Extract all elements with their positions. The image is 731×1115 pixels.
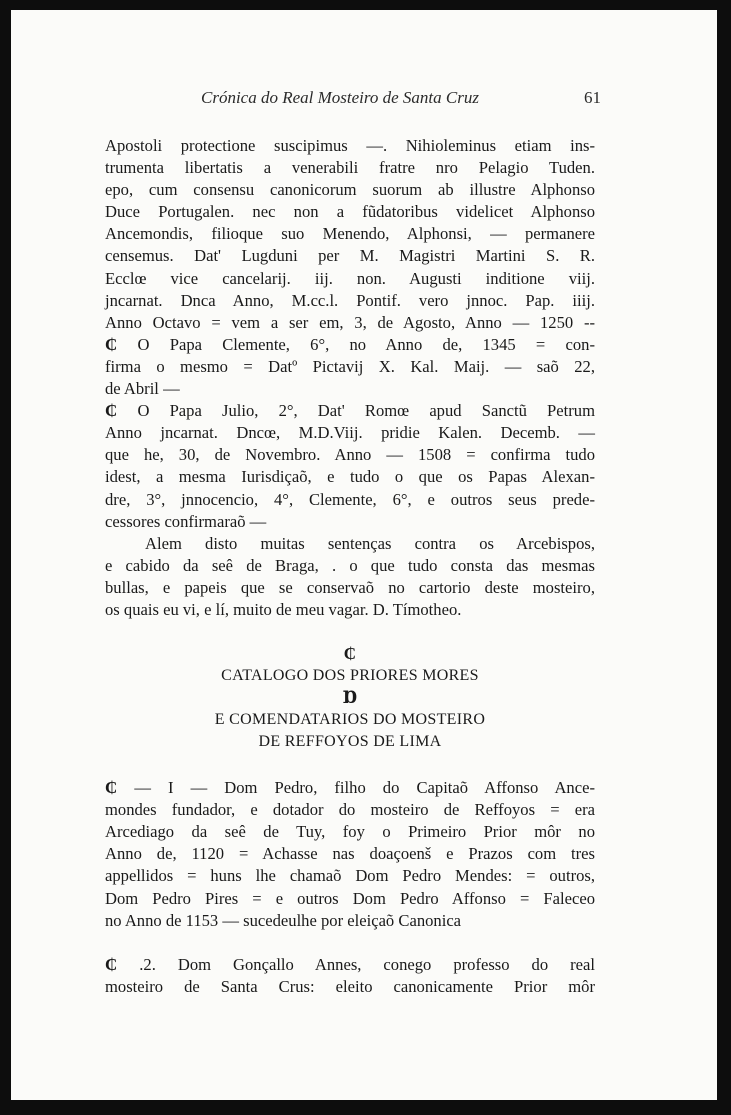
catalog-entry-2	[105, 954, 595, 998]
text-line: dre, 3°, jnnocencio, 4°, Clemente, 6°, e outros seus prede-	[105, 489, 595, 509]
running-header	[201, 88, 601, 108]
text-line: bullas, e papeis que se conservaõ no cartorio deste mosteiro,	[105, 577, 595, 597]
pilcrow-mark: ₵	[105, 401, 118, 421]
text-line: Anno Octavo = vem a ser em, 3, de Agosto, Anno — 1250 --	[105, 312, 595, 332]
text-line: e cabido da seê de Braga, . o que tudo consta das mesmas	[105, 555, 595, 575]
catalog-heading	[105, 643, 595, 753]
paragraph-3	[105, 400, 595, 533]
text-line: Anno jncarnat. Dncœ, M.D.Viij. pridie Kalen. Decemb. —	[105, 423, 595, 443]
text-line: epo, cum consensu canonicorum suorum ab illustre Alphonso	[105, 180, 595, 200]
text-line: de Abril —	[105, 379, 180, 399]
page-number: 61	[584, 88, 601, 107]
text-line: Alem disto muitas sentenças contra os Arcebispos,	[145, 533, 595, 553]
text-line: ₵ O Papa Clemente, 6°, no Anno de, 1345 = con-	[105, 334, 595, 354]
running-title: Crónica do Real Mosteiro de Santa Cruz	[201, 88, 479, 107]
text-line: os quais eu vi, e lí, muito de meu vagar. D. Tímotheo.	[105, 599, 462, 619]
pilcrow-mark: ₵	[343, 644, 357, 664]
text-line: jncarnat. Dnca Anno, M.cc.l. Pontif. vero jnnoc. Pap. iiij.	[105, 290, 595, 310]
text-body	[105, 135, 595, 998]
text-line: ₵ — I — Dom Pedro, filho do Capitaõ Affonso Ance-	[105, 778, 595, 798]
text-line: Ecclœ vice cancelarij. iij. non. Augusti inditione viij.	[105, 268, 595, 288]
text-line: mondes fundador, e dotador do mosteiro de Reffoyos = era	[105, 800, 595, 820]
pilcrow-mark: ₵	[105, 334, 118, 354]
heading-line: E COMENDATARIOS DO MOSTEIRO	[214, 711, 486, 729]
text-line: que he, 30, de Novembro. Anno — 1508 = confirma tudo	[105, 445, 595, 465]
text-line: Dom Pedro Pires = e outros Dom Pedro Affonso = Faleceo	[105, 888, 595, 908]
document-page	[11, 10, 717, 1100]
text-line: Arcediago da seê de Tuy, foy o Primeiro Prior môr no	[105, 822, 595, 842]
text-line: cessores confirmaraõ —	[105, 511, 267, 531]
text-line: ₵ .2. Dom Gonçallo Annes, conego professo do real	[105, 954, 595, 974]
text-line: ₵ O Papa Julio, 2°, Dat' Romœ apud Sanctũ Petrum	[105, 401, 595, 421]
text-line: idest, a mesma Iurisdiçaõ, e tudo o que os Papas Alexan-	[105, 467, 595, 487]
text-line: appellidos = huns lhe chamaõ Dom Pedro Mendes: = outros,	[105, 866, 595, 886]
text-line: no Anno de 1153 — sucedeulhe por eleiçaõ Canonica	[105, 910, 462, 930]
pilcrow-mark: ₵	[105, 778, 118, 798]
closing-mark: Ɒ	[342, 688, 358, 708]
text-line: Anno de, 1120 = Achasse nas doaçoenš e Prazos com tres	[105, 844, 595, 864]
text-line: Duce Portugalen. nec non a fũdatoribus videlicet Alphonso	[105, 202, 595, 222]
pilcrow-mark: ₵	[105, 954, 118, 974]
text-line: mosteiro de Santa Crus: eleito canonicamente Prior môr	[105, 976, 595, 996]
catalog-entry-1	[105, 777, 595, 932]
heading-line: ₵ CATALOGO DOS PRIORES MORES Ɒ	[105, 643, 595, 709]
text-line: firma o mesmo = Datº Pictavij X. Kal. Maij. — saõ 22,	[105, 356, 595, 376]
paragraph-2	[105, 334, 595, 400]
text-line: censemus. Dat' Lugduni per M. Magistri Martini S. R.	[105, 246, 595, 266]
text-line: trumenta libertatis a venerabili fratre nro Pelagio Tuden.	[105, 158, 595, 178]
paragraph-1	[105, 135, 595, 334]
text-line: Ancemondis, filioque suo Menendo, Alphonsi, — permanere	[105, 224, 595, 244]
paragraph-4	[105, 533, 595, 621]
heading-line: DE REFFOYOS DE LIMA	[258, 733, 442, 751]
text-line: Apostoli protectione suscipimus —. Nihioleminus etiam ins-	[105, 136, 595, 155]
